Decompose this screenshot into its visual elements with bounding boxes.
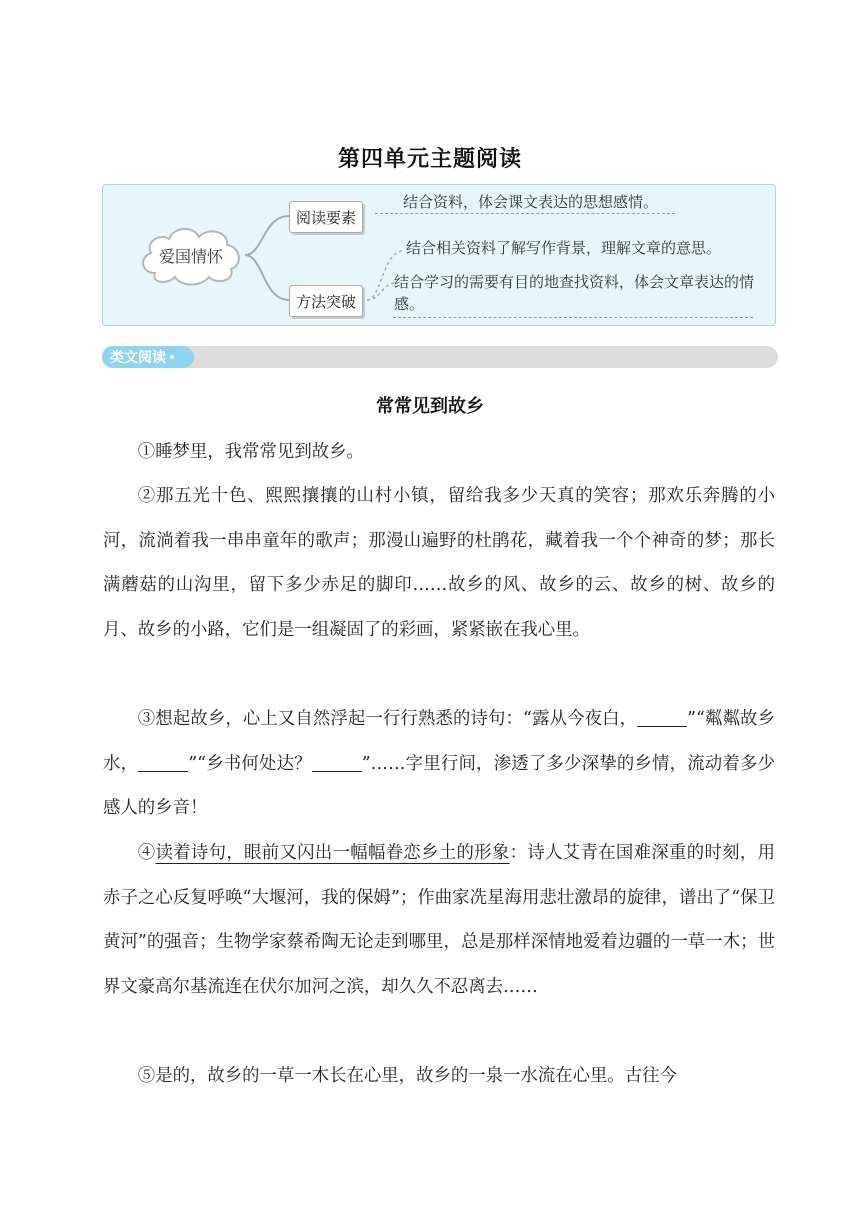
fill-blank-2[interactable] [138, 753, 188, 771]
p3-part-c: ”“乡书何处达？ [188, 753, 312, 774]
dotted-line [375, 213, 675, 214]
p4-rest: ：诗人艾青在国难深重的时刻，用赤子之心反复呼唤“大堰河，我的保姆”；作曲家冼星海用悲壮激昂的旋律，谱出了“保卫黄河”的强音；生物学家蔡希陶无论走到哪里，总是那样深情地爱着边疆的一草一木；世界文豪高尔基流连在伏尔加河之滨，却久久不忍离去…… [103, 843, 775, 997]
p4-lead: ④ [137, 843, 156, 863]
branch-2-item-1: 结合相关资料了解写作背景，理解文章的意思。 [406, 239, 722, 257]
page-title: 第四单元主题阅读 [337, 147, 522, 172]
root-cloud [137, 223, 245, 287]
article-title: 常常见到故乡 [376, 396, 484, 417]
paragraph-1: ①睡梦里，我常常见到故乡。 [137, 442, 364, 462]
fill-blank-1[interactable] [637, 709, 687, 727]
p3-part-d: ”……字里行间，渗透了多少深挚的乡情，流动着多少感人的乡音！ [103, 753, 775, 818]
p3-part-b: ”“粼粼故乡水， [103, 709, 775, 774]
paragraph-5: ⑤是的，故乡的一草一木长在心里，故乡的一泉一水流在心里。古往今 [137, 1066, 677, 1086]
branch-method-breakthrough: 方法突破 [289, 285, 363, 317]
p3-part-a: ③想起故乡，心上又自然浮起一行行熟悉的诗句：“露从今夜白， [137, 709, 638, 729]
section-label-text: 类文阅读 [110, 350, 166, 366]
branch-2-item-2: 结合学习的需要有目的地查找资料，体会文章表达的情感。 [394, 273, 755, 313]
section-label [102, 346, 194, 368]
bullet-dot-icon [170, 355, 174, 359]
fill-blank-3[interactable] [312, 753, 362, 771]
branch-reading-elements: 阅读要素 [289, 201, 363, 233]
paragraph-2: ②那五光十色、熙熙攘攘的山村小镇，留给我多少天真的笑容；那欢乐奔腾的小河，流淌着我一串串童年的歌声；那漫山遍野的杜鹃花，藏着我一个个神奇的梦；那长满蘑菇的山沟里，留下多少赤足的脚印……故乡的风、故乡的云、故乡的树、故乡的月、故乡的小路，它们是一组凝固了的彩画，紧紧嵌在我心里。 [103, 486, 775, 640]
p4-underlined-sentence: 读着诗句，眼前又闪出一幅幅眷恋乡土的形象 [155, 843, 510, 863]
root-label: 爱国情怀 [158, 246, 223, 266]
branch-1-item-1: 结合资料，体会课文表达的思想感情。 [403, 193, 659, 211]
paragraph-3 [103, 697, 775, 831]
dotted-line [393, 317, 753, 318]
paragraph-4 [103, 831, 775, 1009]
section-bar [102, 346, 778, 368]
mind-map [102, 184, 776, 326]
